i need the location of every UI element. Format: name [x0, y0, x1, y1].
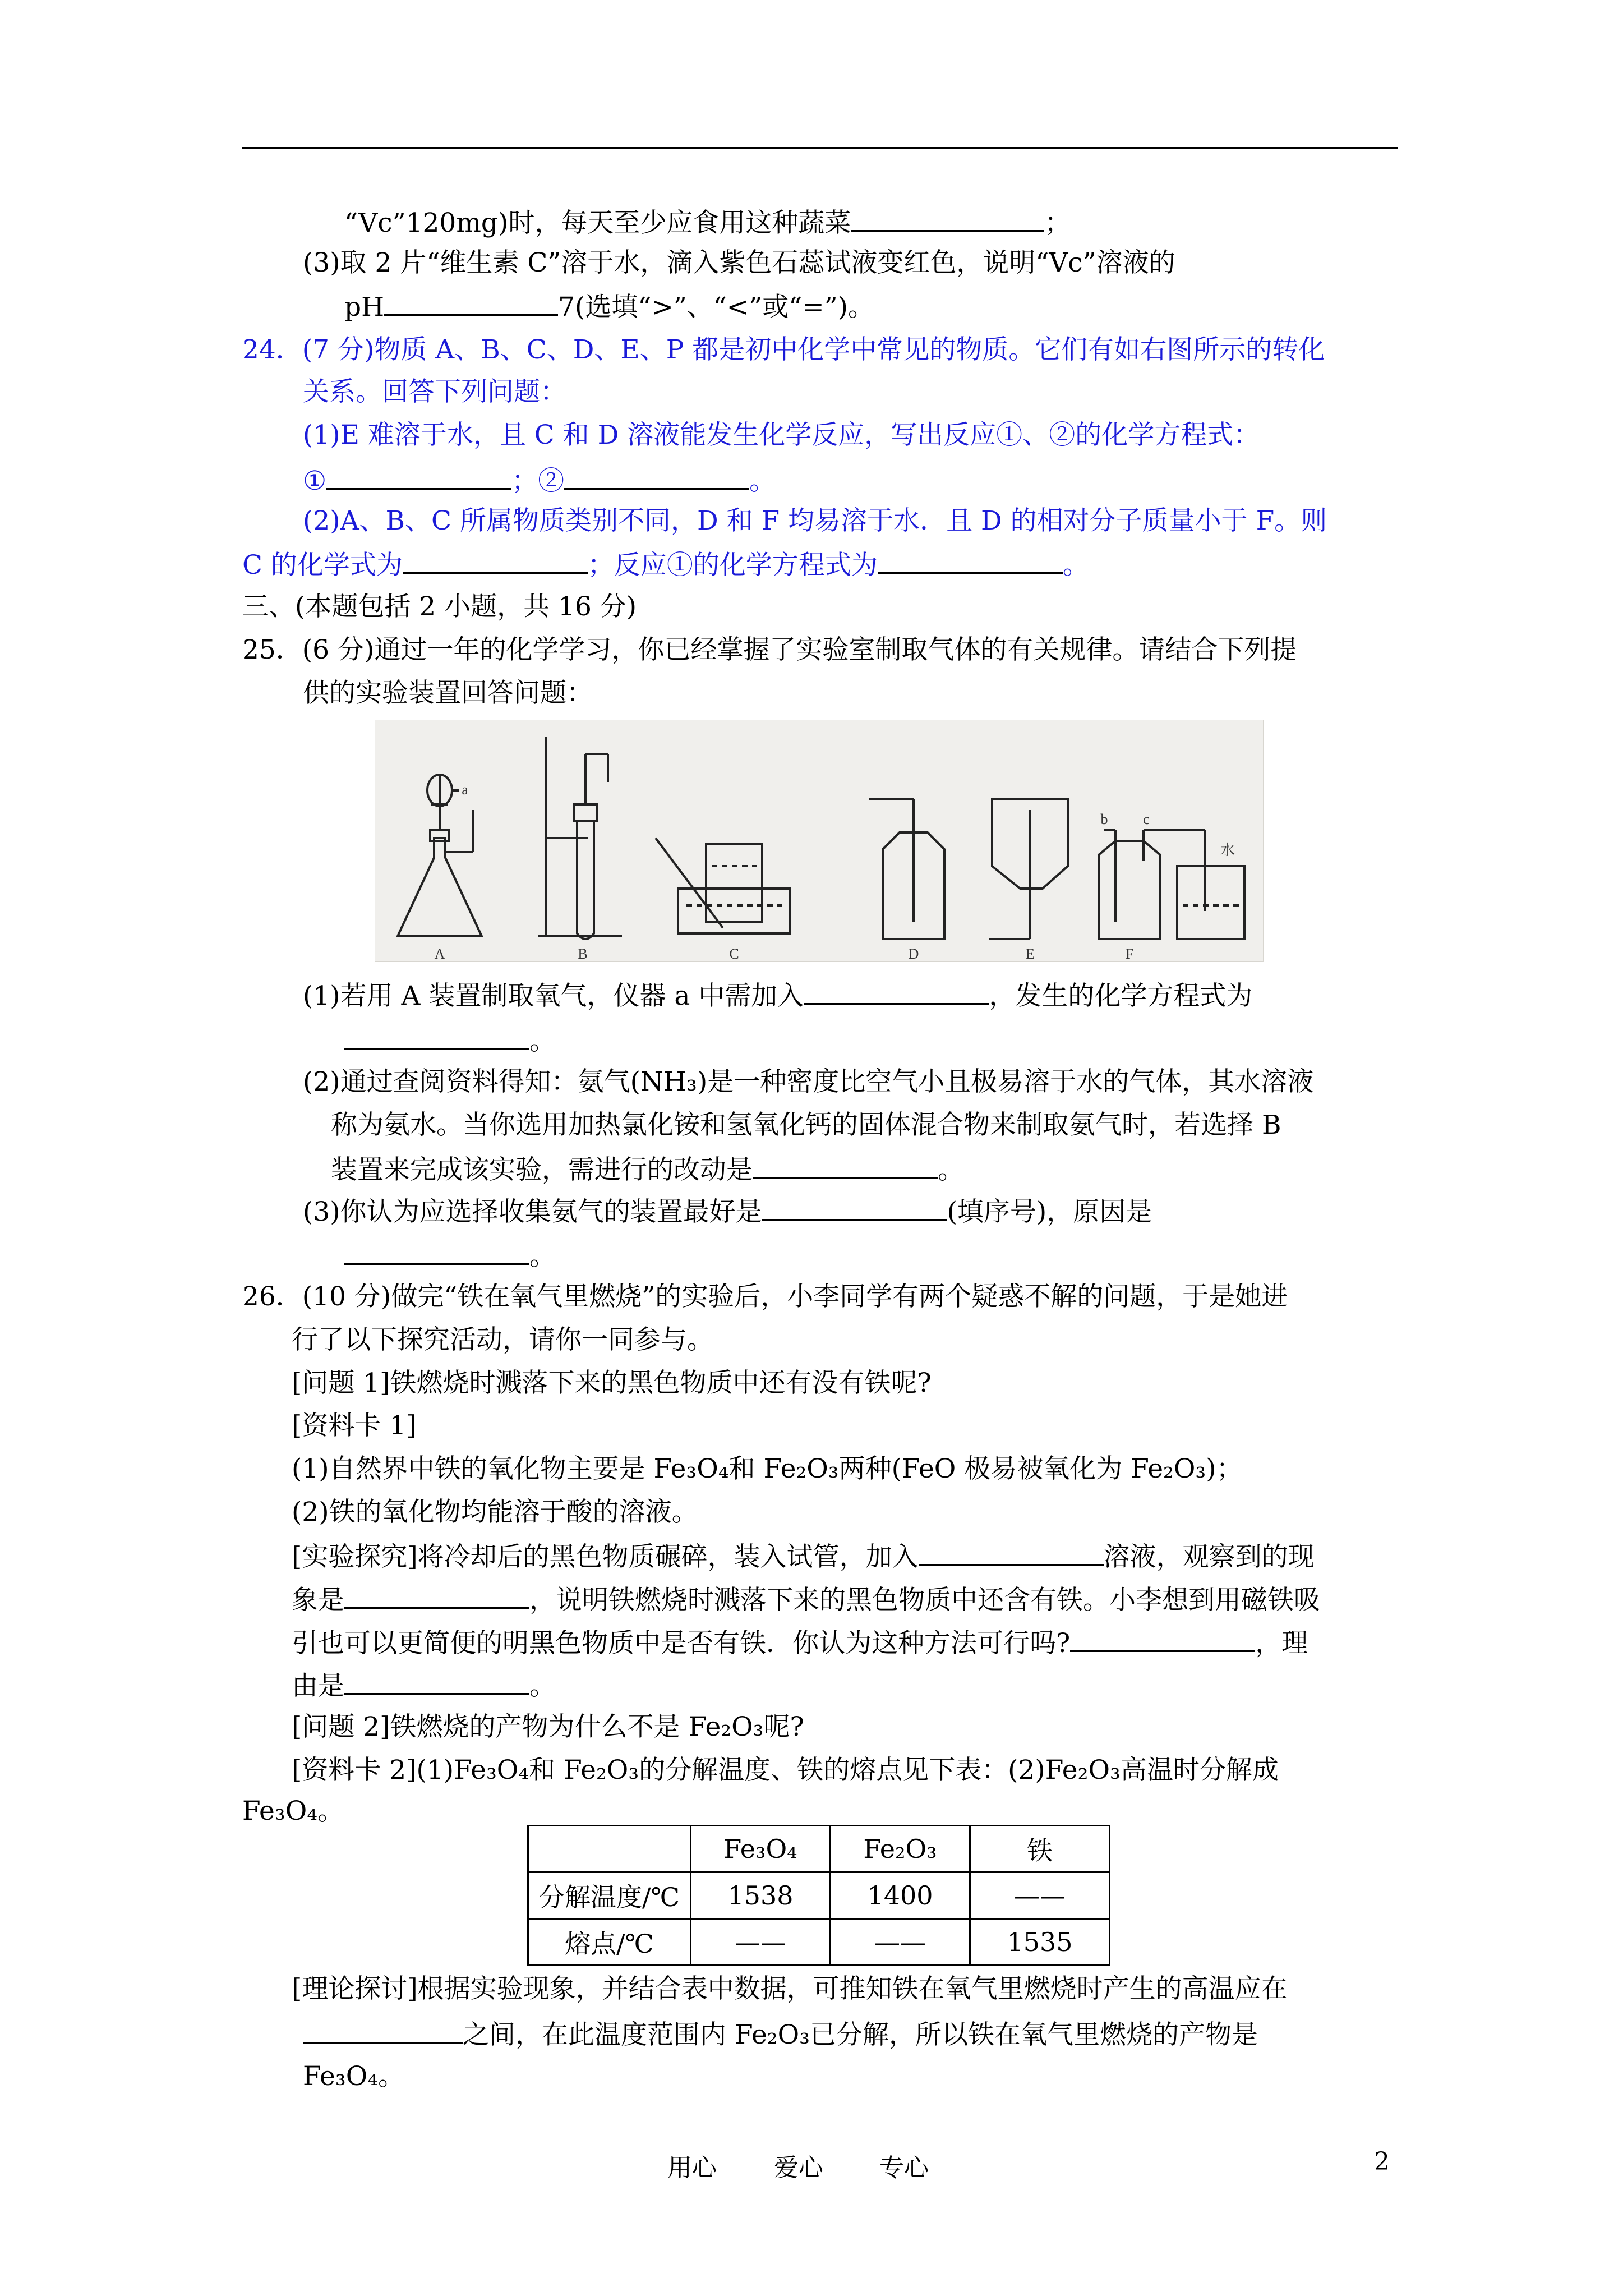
- text: pH: [344, 291, 385, 323]
- text: (1)E 难溶于水，且 C 和 D 溶液能发生化学反应，写出反应①、②的化学方程式：: [303, 420, 1260, 450]
- text: ①: [303, 465, 327, 496]
- text: (1)若用 A 装置制取氧气，仪器 a 中需加入: [303, 980, 804, 1011]
- q25-stem-1: [242, 634, 1297, 665]
- text: ；: [1044, 207, 1071, 238]
- text: (3)取 2 片“维生素 C”溶于水，滴入紫色石蕊试液变红色，说明“Vc”溶液的: [303, 247, 1175, 278]
- text: ；②: [511, 465, 565, 496]
- answer-blank[interactable]: [804, 981, 989, 1005]
- answer-blank[interactable]: [344, 1585, 529, 1609]
- answer-blank[interactable]: [564, 466, 749, 490]
- text: (2)通过查阅资料得知：氨气(NH₃)是一种密度比空气小且极易溶于水的气体，其水溶液: [303, 1066, 1314, 1097]
- q24-part-1-answers: [303, 466, 776, 494]
- q25-part-1: [303, 981, 1252, 1009]
- table-row: [528, 1872, 1110, 1919]
- text: 象是: [292, 1584, 344, 1616]
- text: 。: [938, 1154, 964, 1185]
- text: ，说明铁燃烧时溅落下来的黑色物质中还含有铁。小李想到用磁铁吸: [529, 1584, 1320, 1616]
- q26-stem-1: [242, 1283, 1288, 1310]
- text: 25．(6 分)通过一年的化学学习，你已经掌握了实验室制取气体的有关规律。请结合下列提: [242, 634, 1297, 665]
- table-cell: 1400: [831, 1872, 970, 1919]
- q24-part-2: [303, 505, 1327, 536]
- q23-line-1: [344, 208, 1071, 236]
- label-b: B: [578, 946, 588, 961]
- text: (2)铁的氧化物均能溶于酸的溶液。: [292, 1497, 698, 1527]
- q25-stem-2: [303, 680, 593, 706]
- apparatus-b-icon: [538, 737, 622, 939]
- text: 26．(10 分)做完“铁在氧气里燃烧”的实验后，小李同学有两个疑惑不解的问题，于是她进: [242, 1281, 1288, 1312]
- q26-info-1: [292, 1453, 1243, 1484]
- q26-theory-line-2: [303, 2019, 1258, 2048]
- text: 。: [1062, 549, 1089, 581]
- q25-part-2: [303, 1066, 1314, 1097]
- q26-info-card-2: [292, 1755, 1279, 1786]
- table-cell: 分解温度/℃: [528, 1872, 691, 1919]
- text: 24．(7 分)物质 A、B、C、D、E、P 都是初中化学中常见的物质。它们有如右图所示的转化: [242, 334, 1325, 365]
- text: 。: [529, 1670, 556, 1701]
- text: 引也可以更简便的明黑色物质中是否有铁．你认为这种方法可行吗?: [292, 1627, 1071, 1659]
- text: 供的实验装置回答问题：: [303, 678, 593, 708]
- answer-blank[interactable]: [344, 1241, 529, 1265]
- text: ，发生的化学方程式为: [989, 980, 1253, 1011]
- table-cell: ——: [831, 1919, 970, 1966]
- text: [资料卡 1]: [292, 1410, 417, 1441]
- answer-blank[interactable]: [753, 1154, 938, 1179]
- q26-experiment-4: [292, 1671, 556, 1699]
- q26-info-card-1: [292, 1412, 417, 1439]
- text: 三、(本题包括 2 小题，共 16 分): [242, 591, 637, 622]
- text: (3)你认为应选择收集氨气的装置最好是: [303, 1196, 762, 1227]
- label-c-small: c: [1143, 811, 1150, 827]
- table-cell: 1535: [970, 1919, 1110, 1966]
- table-cell: Fe₂O₃: [831, 1826, 970, 1872]
- answer-blank[interactable]: [326, 466, 511, 490]
- answer-blank[interactable]: [303, 2019, 463, 2044]
- footer-motto-3: 专心: [879, 2154, 929, 2182]
- apparatus-c-icon: [656, 838, 790, 933]
- text: 。: [749, 465, 776, 496]
- answer-blank[interactable]: [878, 550, 1063, 574]
- section-3-title: [242, 593, 637, 620]
- text: [实验探究]将冷却后的黑色物质碾碎，装入试管，加入: [292, 1541, 919, 1572]
- text: 关系。回答下列问题：: [303, 376, 566, 407]
- table-cell: 铁: [970, 1826, 1110, 1872]
- label-f: F: [1125, 946, 1134, 961]
- answer-blank[interactable]: [1070, 1628, 1255, 1652]
- q26-experiment-2: [292, 1584, 1320, 1616]
- table-cell: ——: [970, 1872, 1110, 1919]
- table-row: [528, 1919, 1110, 1966]
- apparatus-d-icon: [869, 799, 944, 939]
- answer-blank[interactable]: [919, 1542, 1104, 1566]
- text: [问题 2]铁燃烧的产物为什么不是 Fe₂O₃呢?: [292, 1711, 804, 1742]
- answer-blank[interactable]: [344, 1025, 529, 1050]
- label-a: A: [434, 946, 445, 961]
- answer-blank[interactable]: [384, 292, 558, 316]
- text: 7(选填“>”、“<”或“=”)。: [558, 291, 874, 323]
- table-header-row: [528, 1826, 1110, 1872]
- q26-theory-line-3: [303, 2063, 404, 2090]
- text: 称为氨水。当你选用加热氯化铵和氢氧化钙的固体混合物来制取氨气时，若选择 B: [331, 1110, 1281, 1140]
- q26-question-1: [292, 1370, 932, 1396]
- q26-info-card-2-line-2: [242, 1798, 344, 1824]
- header-rule: [242, 147, 1398, 149]
- table-cell: Fe₃O₄: [691, 1826, 831, 1872]
- q26-experiment-1: [292, 1542, 1315, 1570]
- q25-part-3-line-2: [344, 1240, 556, 1272]
- table-cell: [528, 1826, 691, 1872]
- q24-stem-1: [242, 334, 1325, 365]
- answer-blank[interactable]: [851, 208, 1044, 232]
- answer-blank[interactable]: [762, 1197, 947, 1221]
- label-instrument-a: a: [462, 781, 468, 798]
- text: ；反应①的化学方程式为: [587, 549, 878, 581]
- q26-info-2: [292, 1499, 698, 1525]
- q26-experiment-3: [292, 1628, 1308, 1657]
- footer-motto-1: 用心: [667, 2154, 717, 2182]
- q24-part-1: [303, 422, 1260, 448]
- q24-part-2-answers: [242, 549, 1089, 581]
- q25-part-2-line-3: [331, 1154, 964, 1183]
- text: 由是: [292, 1670, 344, 1701]
- label-b-small: b: [1100, 811, 1108, 827]
- table-cell: ——: [691, 1919, 831, 1966]
- text: ，理: [1255, 1627, 1308, 1659]
- table-cell: 熔点/℃: [528, 1919, 691, 1966]
- page-number: 2: [1374, 2147, 1390, 2176]
- text: [资料卡 2](1)Fe₃O₄和 Fe₂O₃的分解温度、铁的熔点见下表：(2)Fe₂O₃高温时分解成: [292, 1755, 1279, 1786]
- text: 。: [529, 1240, 556, 1272]
- text: [问题 1]铁燃烧时溅落下来的黑色物质中还有没有铁呢?: [292, 1368, 932, 1398]
- apparatus-e-icon: [989, 799, 1068, 939]
- q26-question-2: [292, 1711, 804, 1742]
- answer-blank[interactable]: [344, 1671, 529, 1695]
- label-d: D: [908, 946, 919, 961]
- text: 之间，在此温度范围内 Fe₂O₃已分解，所以铁在氧气里燃烧的产物是: [463, 2019, 1258, 2050]
- q25-part-2-line-2: [331, 1112, 1281, 1138]
- data-table: [527, 1825, 1110, 1966]
- text: (填序号)，原因是: [947, 1196, 1152, 1227]
- text: C 的化学式为: [242, 549, 403, 581]
- text: [理论探讨]根据实验现象，并结合表中数据，可推知铁在氧气里燃烧时产生的高温应在: [292, 1973, 1288, 2004]
- q26-stem-2: [292, 1324, 713, 1355]
- apparatus-drawing: [375, 720, 1263, 961]
- q23-part-3: [303, 247, 1175, 278]
- q24-stem-2: [303, 376, 566, 407]
- text: “Vc”120mg)时，每天至少应食用这种蔬菜: [344, 207, 851, 238]
- text: (2)A、B、C 所属物质类别不同，D 和 F 均易溶于水．且 D 的相对分子质量小于 F。则: [303, 505, 1327, 536]
- text: 装置来完成该实验，需进行的改动是: [331, 1154, 753, 1185]
- text: (1)自然界中铁的氧化物主要是 Fe₃O₄和 Fe₂O₃两种(FeO 极易被氧化为 Fe₂O₃)；: [292, 1453, 1243, 1484]
- q26-theory: [292, 1973, 1288, 2004]
- text: 。: [529, 1025, 556, 1056]
- q25-part-3: [303, 1197, 1152, 1225]
- text: Fe₃O₄。: [303, 2061, 405, 2092]
- answer-blank[interactable]: [403, 550, 588, 574]
- apparatus-figure: [375, 720, 1264, 962]
- apparatus-a-icon: [398, 775, 482, 936]
- label-e: E: [1026, 946, 1035, 961]
- footer-motto-2: 爱心: [774, 2154, 823, 2182]
- q23-part-3-line-2: [344, 291, 874, 323]
- label-water: 水: [1220, 842, 1235, 858]
- q25-part-1-line-2: [344, 1025, 556, 1054]
- text: 溶液，观察到的现: [1103, 1541, 1315, 1572]
- label-c: C: [729, 946, 739, 961]
- text: 行了以下探究活动，请你一同参与。: [292, 1324, 713, 1355]
- table-cell: 1538: [691, 1872, 831, 1919]
- text: Fe₃O₄。: [242, 1796, 344, 1826]
